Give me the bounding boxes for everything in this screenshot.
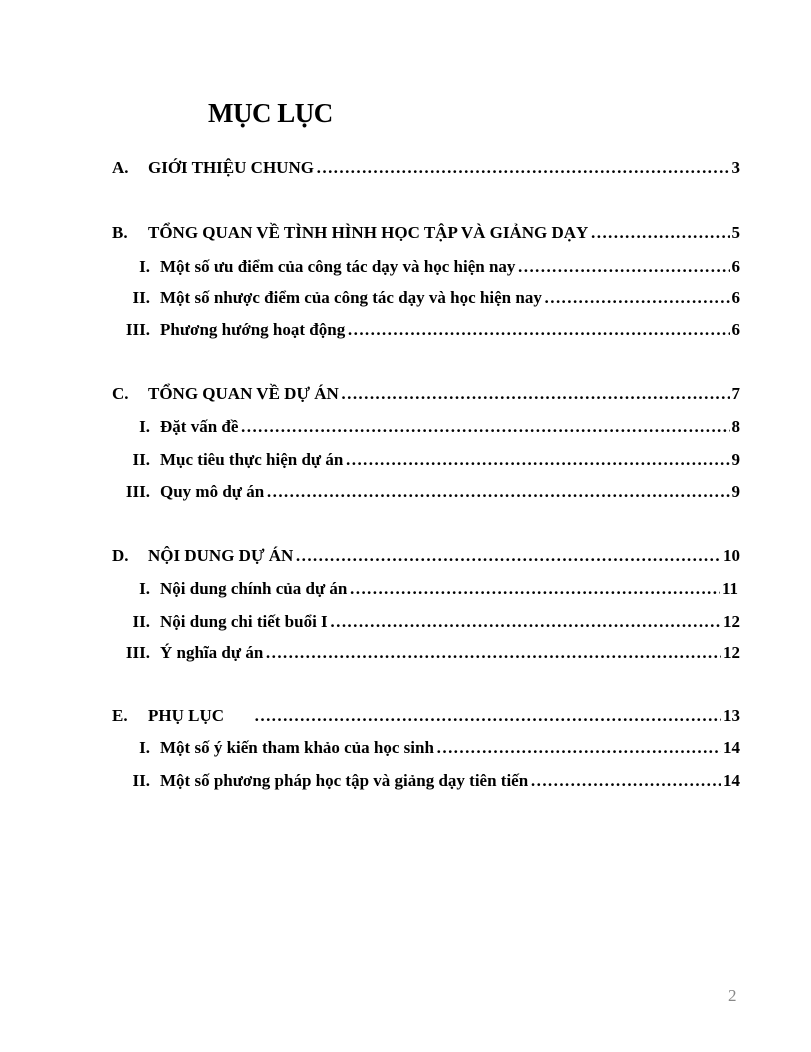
toc-leader xyxy=(295,546,721,566)
toc-number: I. xyxy=(139,257,150,276)
toc-item-b3[interactable] xyxy=(112,320,740,344)
toc-leader xyxy=(341,384,730,404)
toc-number: III. xyxy=(125,643,150,662)
toc-page: 5 xyxy=(731,223,740,242)
toc-page: 12 xyxy=(723,612,740,631)
toc-number: III. xyxy=(125,482,150,501)
toc-label: Một số ưu điểm của công tác dạy và học hiện nay xyxy=(160,257,516,276)
toc-number: II. xyxy=(132,288,150,307)
toc-leader xyxy=(530,771,721,791)
toc-number: I. xyxy=(139,417,150,436)
toc-section-d[interactable] xyxy=(112,546,740,570)
toc-item-b2[interactable] xyxy=(112,288,740,312)
toc-label: Ý nghĩa dự án xyxy=(160,643,264,662)
toc-item-c2[interactable] xyxy=(112,450,740,474)
toc-section-b[interactable] xyxy=(112,223,740,247)
toc-number: III. xyxy=(125,320,150,339)
toc-number: I. xyxy=(139,579,150,598)
toc-label: Một số phương pháp học tập và giảng dạy tiên tiến xyxy=(160,771,529,790)
toc-page: 6 xyxy=(731,320,740,339)
toc-page: 11 xyxy=(721,579,738,598)
toc-number: C. xyxy=(112,384,129,403)
toc-label: Một số nhược điểm của công tác dạy và học hiện nay xyxy=(160,288,542,307)
toc-item-e2[interactable] xyxy=(112,771,740,795)
toc-page: 6 xyxy=(731,257,740,276)
toc-item-d2[interactable] xyxy=(112,612,740,636)
page-number: 2 xyxy=(728,986,737,1005)
toc-item-d3[interactable] xyxy=(112,643,740,667)
toc-section-a[interactable] xyxy=(112,158,740,182)
toc-page: 14 xyxy=(723,738,740,757)
toc-number: II. xyxy=(132,771,150,790)
toc-label: Phương hướng hoạt động xyxy=(160,320,346,339)
toc-page: 12 xyxy=(723,643,740,662)
toc-leader xyxy=(349,579,720,599)
toc-item-e1[interactable] xyxy=(112,738,740,762)
toc-leader xyxy=(544,288,730,308)
toc-leader xyxy=(590,223,729,243)
toc-leader xyxy=(316,158,730,178)
toc-page: 7 xyxy=(731,384,740,403)
toc-page: 10 xyxy=(723,546,740,565)
toc-item-b1[interactable] xyxy=(112,257,740,281)
toc-leader xyxy=(347,320,729,340)
toc-page: 9 xyxy=(731,450,740,469)
toc-label: PHỤ LỤC xyxy=(148,706,225,725)
toc-page: 3 xyxy=(731,158,740,177)
toc-number: B. xyxy=(112,223,128,242)
toc-number: E. xyxy=(112,706,128,725)
toc-number: II. xyxy=(132,612,150,631)
toc-page: 8 xyxy=(731,417,740,436)
toc-page: 13 xyxy=(723,706,740,725)
toc-page: 14 xyxy=(723,771,740,790)
toc-section-e[interactable] xyxy=(112,706,740,730)
toc-leader xyxy=(265,643,721,663)
toc-item-d1[interactable] xyxy=(112,579,738,603)
toc-label: Nội dung chính của dự án xyxy=(160,579,348,598)
toc-leader xyxy=(345,450,729,470)
toc-number: I. xyxy=(139,738,150,757)
toc-page: 9 xyxy=(731,482,740,501)
toc-label: Mục tiêu thực hiện dự án xyxy=(160,450,344,469)
toc-leader xyxy=(266,482,729,502)
toc-leader xyxy=(517,257,729,277)
toc-item-c3[interactable] xyxy=(112,482,740,506)
toc-number: A. xyxy=(112,158,129,177)
toc-leader xyxy=(240,417,729,437)
toc-label: GIỚI THIỆU CHUNG xyxy=(148,158,314,177)
toc-label: TỔNG QUAN VỀ DỰ ÁN xyxy=(148,384,339,403)
toc-leader xyxy=(330,612,721,632)
toc-number: II. xyxy=(132,450,150,469)
toc-item-c1[interactable] xyxy=(112,417,740,441)
toc-page: 6 xyxy=(731,288,740,307)
toc-leader xyxy=(254,706,721,726)
toc-section-c[interactable] xyxy=(112,384,740,408)
toc-leader xyxy=(436,738,721,758)
toc-number: D. xyxy=(112,546,129,565)
toc-label: Nội dung chi tiết buổi I xyxy=(160,612,328,631)
toc-label: TỔNG QUAN VỀ TÌNH HÌNH HỌC TẬP VÀ GIẢNG DẠY xyxy=(148,223,589,242)
page-title: MỤC LỤC xyxy=(208,98,333,128)
toc-label: Quy mô dự án xyxy=(160,482,265,501)
toc-label: Đặt vấn đề xyxy=(160,417,239,436)
toc-label: Một số ý kiến tham khảo của học sinh xyxy=(160,738,434,757)
toc-label: NỘI DUNG DỰ ÁN xyxy=(148,546,294,565)
